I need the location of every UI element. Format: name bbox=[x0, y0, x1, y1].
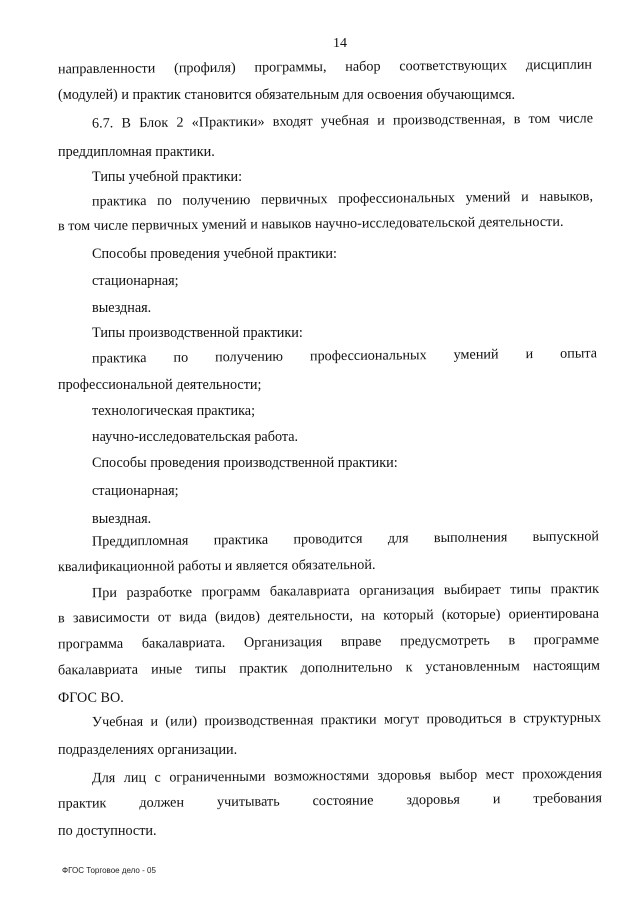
text-line: квалификационной работы и является обязательной. bbox=[57, 556, 376, 576]
page-number: 14 bbox=[333, 36, 347, 51]
text-line: выездная. bbox=[92, 511, 152, 527]
text-line: Для лиц с ограниченными возможностями здоровья выбор мест прохождения bbox=[91, 765, 603, 787]
text-line: направленности (профиля) программы, набор соответствующих дисциплин bbox=[57, 56, 593, 78]
text-line: выездная. bbox=[92, 300, 152, 316]
text-line: практик должен учитывать состояние здоровья и требования bbox=[57, 790, 603, 812]
text-line: практика по получению профессиональных умений и опыта bbox=[91, 345, 598, 367]
text-line: технологическая практика; bbox=[92, 403, 256, 419]
text-line: Способы проведения производственной практики: bbox=[92, 455, 398, 471]
text-line: Преддипломная практика проводится для выполнения выпускной bbox=[91, 528, 600, 550]
text-line: преддипломная практики. bbox=[58, 144, 215, 160]
text-line: стационарная; bbox=[92, 483, 179, 499]
text-line: Учебная и (или) производственная практики могут проводиться в структурных bbox=[91, 709, 602, 731]
text-line: практика по получению первичных профессиональных умений и навыков, bbox=[91, 188, 594, 210]
text-line: Типы учебной практики: bbox=[92, 169, 243, 185]
text-line: в зависимости от вида (видов) деятельности, на который (которые) ориентирована bbox=[57, 605, 600, 627]
text-line: При разработке программ бакалавриата организация выбирает типы практик bbox=[91, 580, 600, 602]
text-line: программа бакалавриата. Организация вправе предусмотреть в программе bbox=[57, 631, 600, 653]
text-line: ФГОС ВО. bbox=[58, 690, 124, 706]
text-line: по доступности. bbox=[58, 823, 157, 839]
text-line: в том числе первичных умений и навыков научно-исследовательской деятельности. bbox=[57, 213, 564, 235]
text-line: стационарная; bbox=[92, 273, 179, 289]
text-line: профессиональной деятельности; bbox=[58, 377, 262, 393]
text-line: научно-исследовательская работа. bbox=[92, 429, 299, 445]
text-line: подразделениях организации. bbox=[58, 742, 238, 758]
text-line: Способы проведения учебной практики: bbox=[92, 246, 337, 262]
footer-note: ФГОС Торговое дело - 05 bbox=[62, 866, 156, 875]
text-line: Типы производственной практики: bbox=[92, 325, 303, 341]
text-line: бакалавриата иные типы практик дополнительно к установленным настоящим bbox=[57, 657, 601, 679]
text-line: 6.7. В Блок 2 «Практики» входят учебная и производственная, в том числе bbox=[91, 110, 594, 132]
text-line: (модулей) и практик становится обязательным для освоения обучающимся. bbox=[58, 87, 516, 103]
